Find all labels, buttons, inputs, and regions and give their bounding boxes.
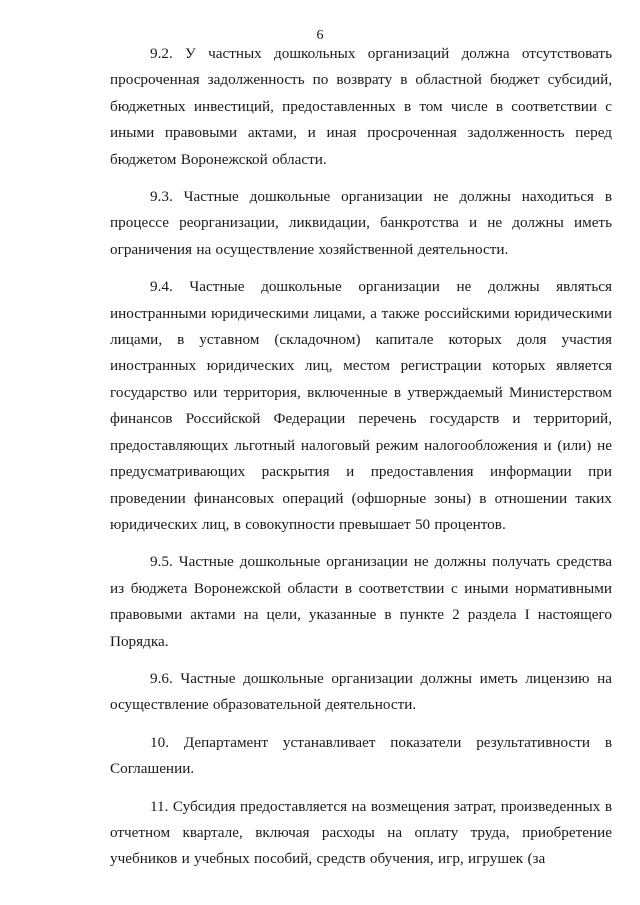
paragraph-11: 11. Субсидия предоставляется на возмещения затрат, произведенных в отчетном квартале, включая расходы на оплату труда, приобретение учебников и учебных пособий, средств обучения, игр, игрушек (за xyxy=(110,797,612,868)
paragraph-9-3: 9.3. Частные дошкольные организации не должны находиться в процессе реорганизации, ликвидации, банкротства и не должны иметь ограничения на осуществление хозяйственной деятельности. xyxy=(110,188,612,258)
paragraph-9-4: 9.4. Частные дошкольные организации не должны являться иностранными юридическими лицами, а также российскими юридическими лицами, в уставном (складочном) капитале которых доля участия иностранных юридических лиц, местом регистрации которых является государство или территория, включенные в утверждаемый Министерством финансов Российской Федерации перечень государств и территорий, предоставляющих льготный налоговый режим налогообложения и (или) не предусматривающих раскрытия и предоставления информации при проведении финансовых операций (офшорные зоны) в отношении таких юридических лиц, в совокупности превышает 50 процентов. xyxy=(110,278,612,533)
paragraph-9-6: 9.6. Частные дошкольные организации должны иметь лицензию на осуществление образовательной деятельности. xyxy=(110,669,612,714)
paragraph-10: 10. Департамент устанавливает показатели результативности в Соглашении. xyxy=(110,733,612,778)
paragraph-9-5: 9.5. Частные дошкольные организации не должны получать средства из бюджета Воронежской области в соответствии с иными нормативными правовыми актами на цели, указанные в пункте 2 раздела I настоящего Порядка. xyxy=(110,553,612,650)
document-body xyxy=(110,41,612,884)
paragraph-9-2: 9.2. У частных дошкольных организаций должна отсутствовать просроченная задолженность по возврату в областной бюджет субсидий, бюджетных инвестиций, предоставленных в том числе в соответствии с иными правовыми актами, и иная просроченная задолженность перед бюджетом Воронежской области. xyxy=(110,45,612,168)
page-number: 6 xyxy=(316,28,324,43)
